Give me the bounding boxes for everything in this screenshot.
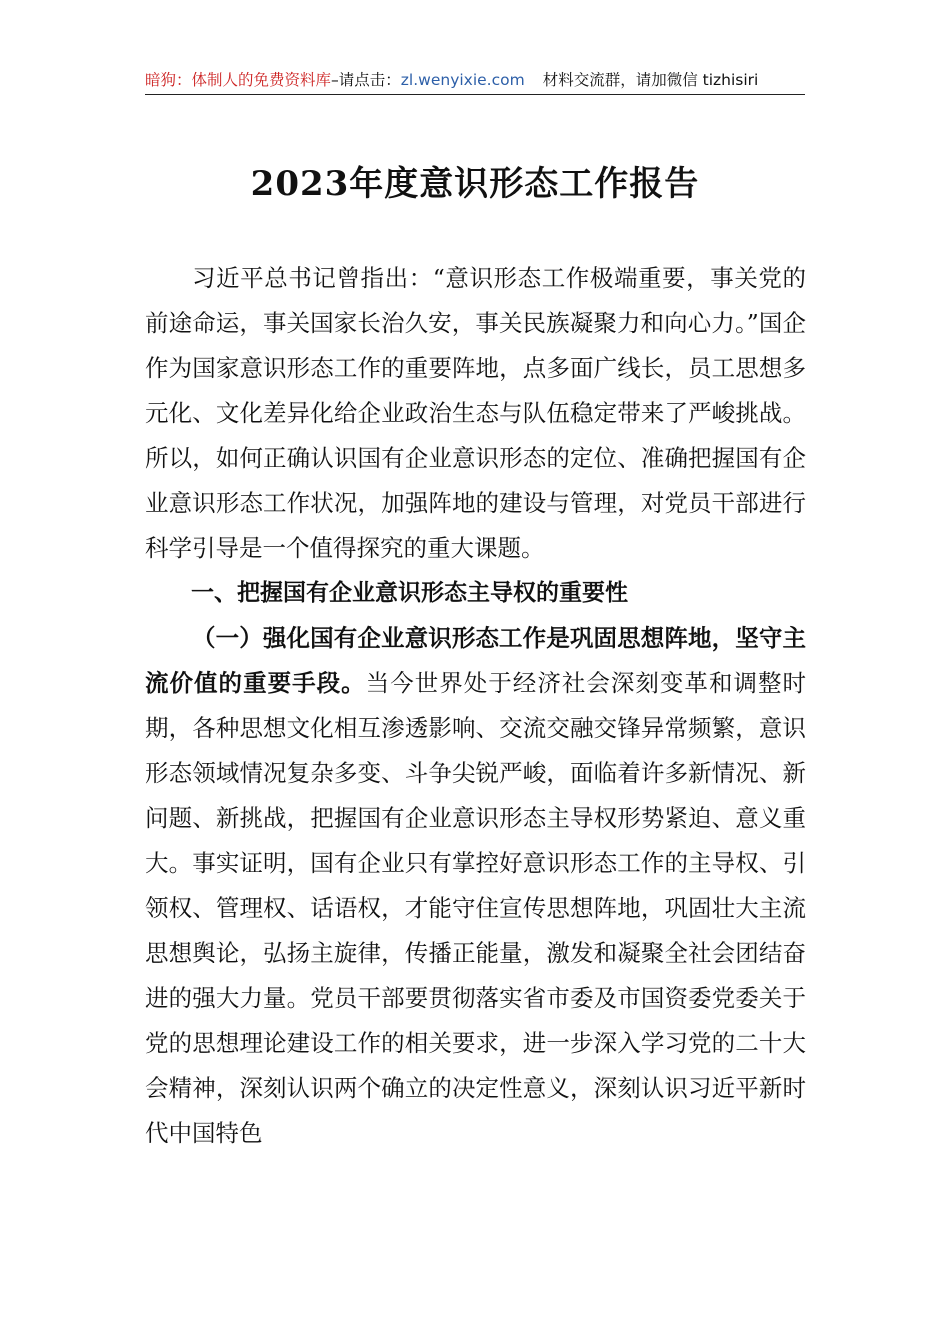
header-site-link[interactable]: 暗狗：体制人的免费资料库 [145, 71, 332, 89]
header-url-link[interactable]: zl.wenyixie.com [400, 71, 525, 89]
subsection-heading: （一）强化国有企业意识形态工作是巩固思想阵地，坚守主流价值的重要手段。 [145, 624, 806, 697]
section-heading: 一、把握国有企业意识形态主导权的重要性 [191, 580, 628, 606]
header-contact: 材料交流群，请加微信 tizhisiri [542, 71, 759, 89]
page-header [145, 66, 805, 95]
intro-paragraph: 习近平总书记曾指出：“意识形态工作极端重要，事关党的前途命运，事关国家长治久安，事关民族凝聚力和向心力。”国企作为国家意识形态工作的重要阵地，点多面广线长，员工思想多元化、文化差异化给企业政治生态与队伍稳定带来了严峻挑战。所以，如何正确认识国有企业意识形态的定位、准确把握国有企业意识形态工作状况，加强阵地的建设与管理，对党员干部进行科学引导是一个值得探究的重大课题。 [145, 264, 806, 562]
document-title: 2023年度意识形态工作报告 [250, 164, 700, 204]
subsection-body: 当今世界处于经济社会深刻变革和调整时期，各种思想文化相互渗透影响、交流交融交锋异常频繁，意识形态领域情况复杂多变、斗争尖锐严峻，面临着许多新情况、新问题、新挑战，把握国有企业意识形态主导权形势紧迫、意义重大。事实证明，国有企业只有掌控好意识形态工作的主导权、引领权、管理权、话语权，才能守住宣传思想阵地，巩固壮大主流思想舆论，弘扬主旋律，传播正能量，激发和凝聚全社会团结奋进的强大力量。党员干部要贯彻落实省市委及市国资委党委关于党的思想理论建设工作的相关要求，进一步深入学习党的二十大会精神，深刻认识两个确立的决定性意义，深刻认识习近平新时代中国特色 [145, 669, 807, 1147]
subsection-paragraph [145, 616, 806, 1156]
document-body [145, 256, 806, 1156]
header-click-prefix: –请点击： [331, 71, 401, 89]
